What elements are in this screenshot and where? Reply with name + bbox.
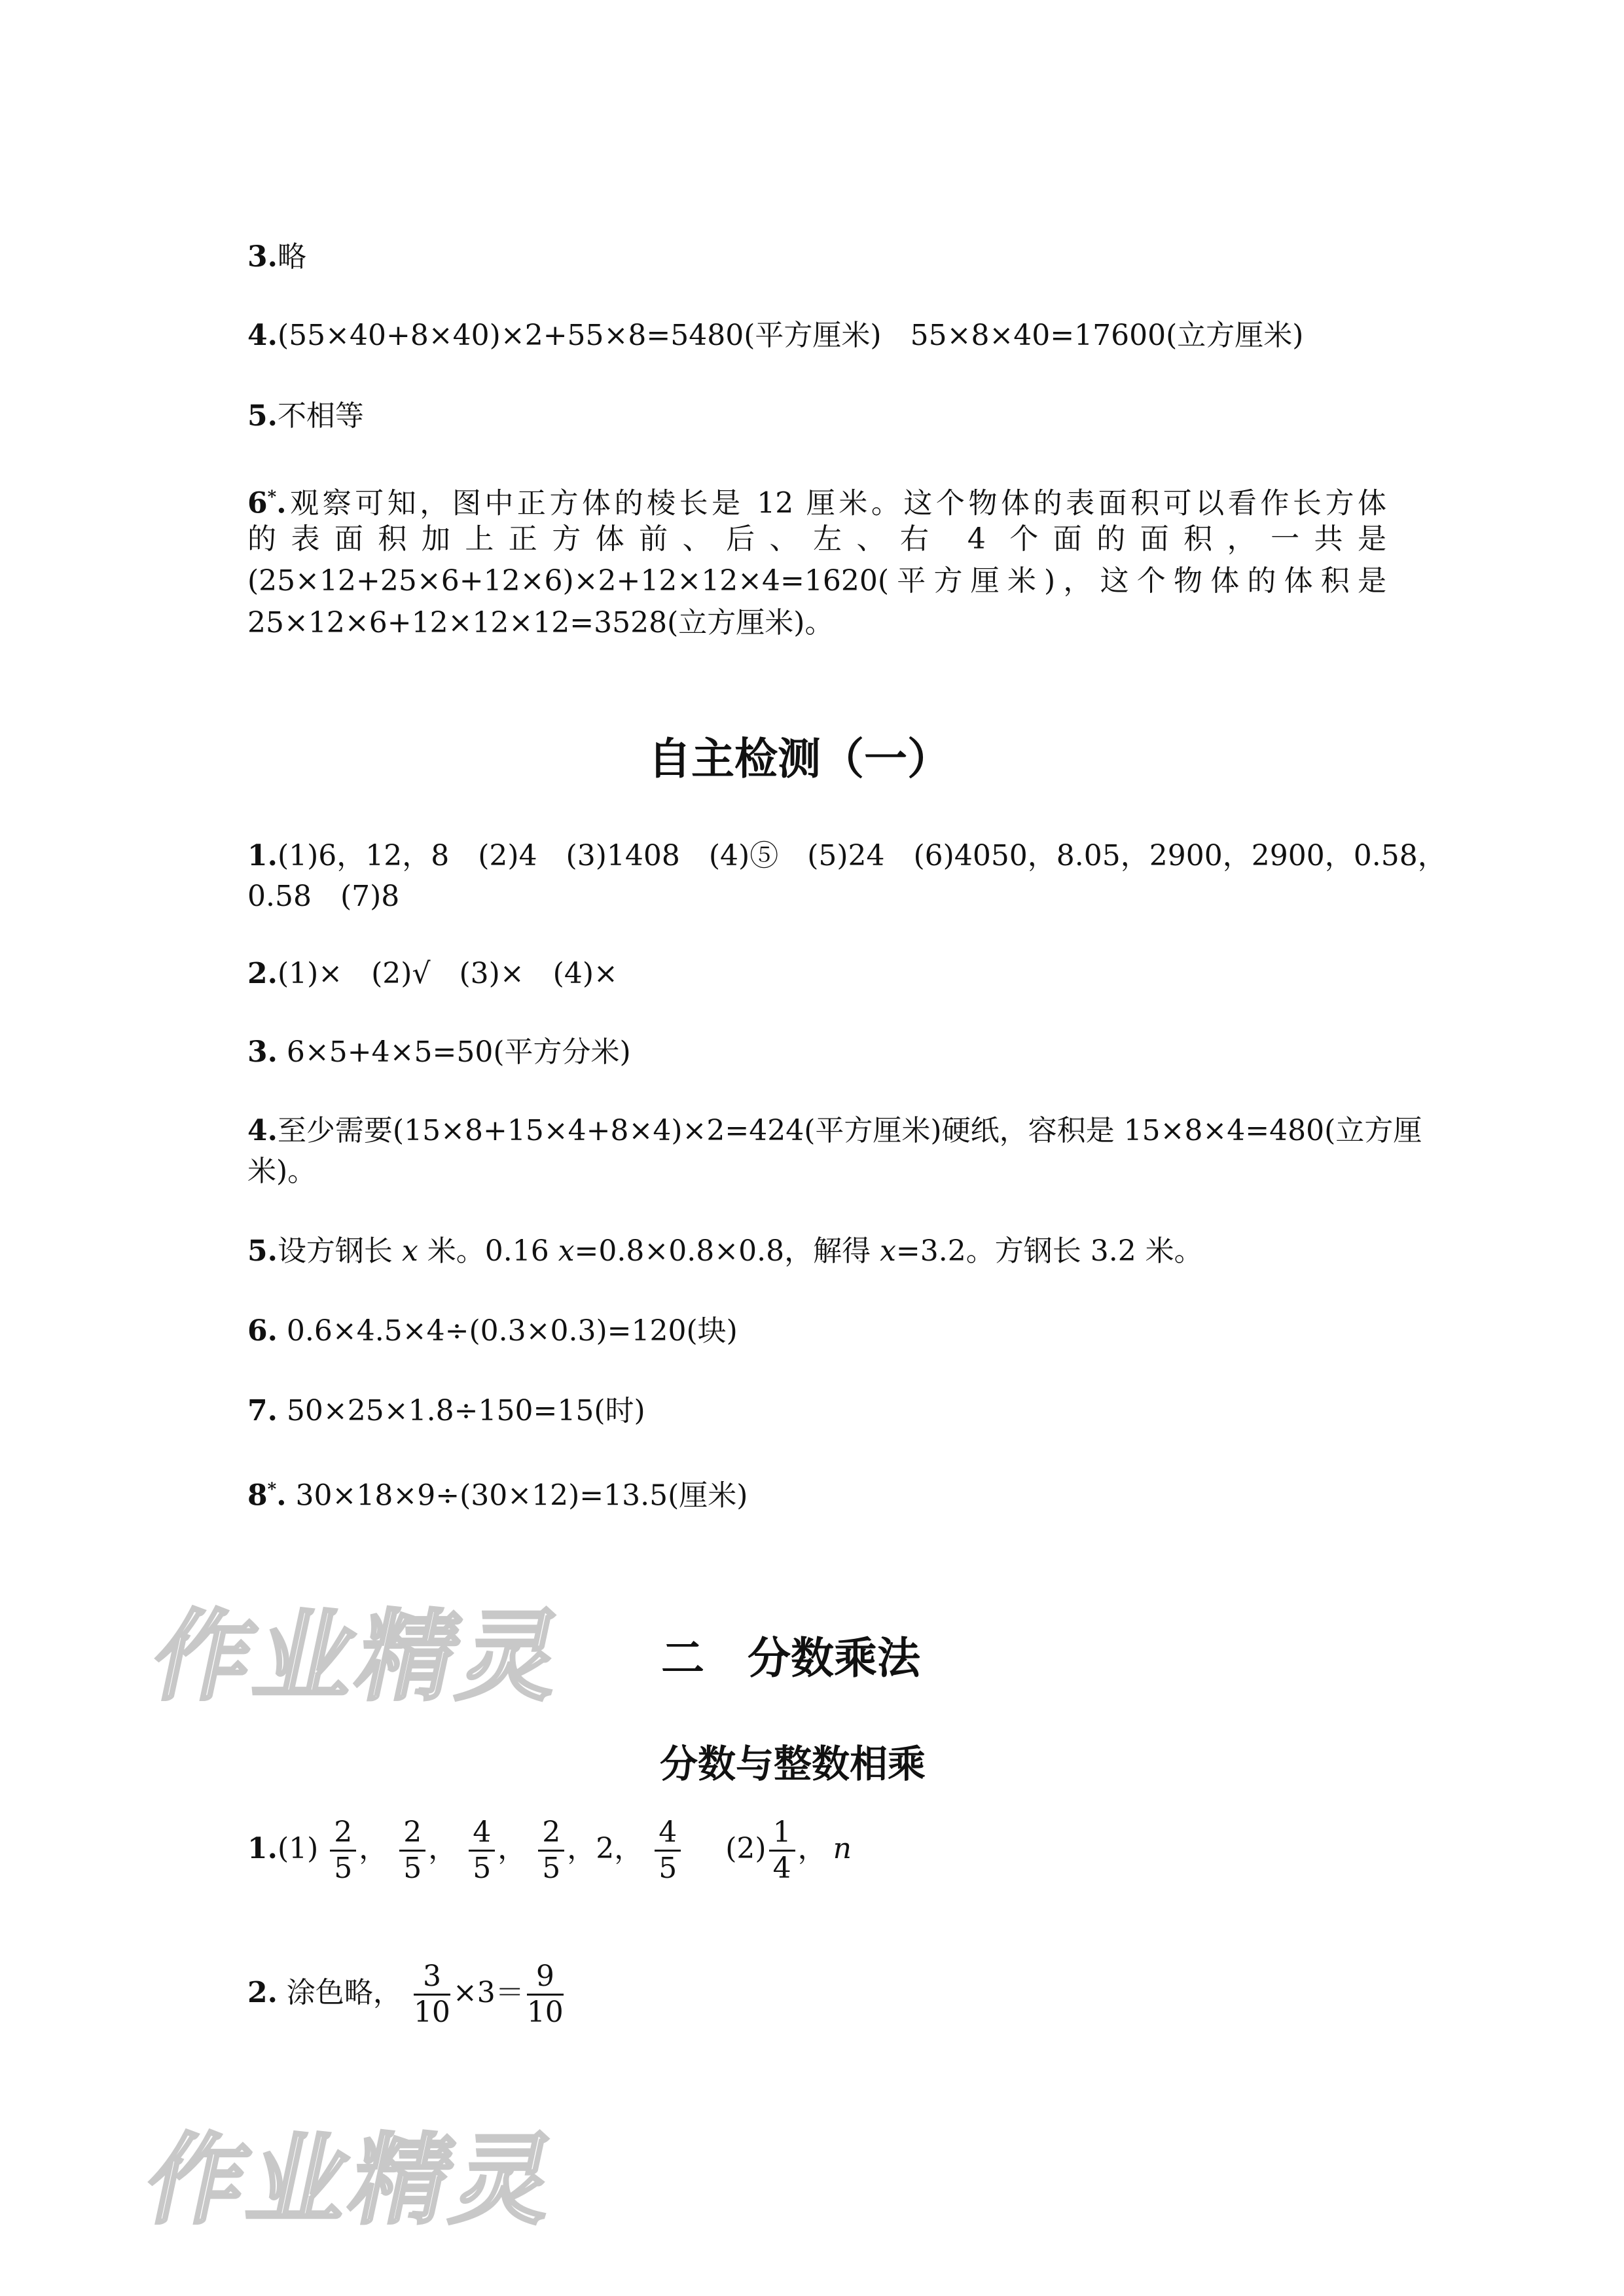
answer-number: 6. — [247, 1314, 278, 1348]
test-answer-8 — [247, 1470, 748, 1516]
test-answer-5 — [247, 1232, 1203, 1271]
answer-text: 设方钢长 — [277, 1234, 402, 1268]
answer-text: 不相等 — [277, 399, 364, 433]
answer-text: 0.6×4.5×4÷(0.3×0.3)=120(块) — [277, 1314, 738, 1348]
answer-3 — [247, 238, 306, 277]
numerator: 1 — [769, 1816, 795, 1852]
answer-text: 略 — [277, 240, 306, 274]
answer-dot: . — [276, 1479, 287, 1513]
answer-4 — [247, 316, 1303, 355]
answer-text: =3.2。方钢长 3.2 米。 — [895, 1234, 1203, 1268]
answer-6-line2: 的表面积加上正方体前、后、左、右 4 个面的面积，一共是 — [247, 522, 1386, 556]
fraction — [527, 1960, 564, 2030]
answer-dot: . — [276, 486, 287, 520]
answer-6-line4: 25×12×6+12×12×12=3528(立方厘米)。 — [247, 606, 834, 639]
answer-text: 观察可知，图中正方体的棱长是 12 厘米。这个物体的表面积可以看作长方体 — [286, 486, 1386, 520]
star-mark: * — [267, 488, 277, 507]
fraction — [769, 1816, 795, 1886]
fraction — [414, 1960, 450, 2030]
numerator: 2 — [538, 1816, 564, 1852]
test-answer-1-line2: 0.58 (7)8 — [247, 880, 400, 913]
numerator: 4 — [655, 1816, 681, 1852]
chapter-title-fraction-multiplication: 二 分数乘法 — [661, 1633, 920, 1683]
test-answer-6 — [247, 1312, 738, 1351]
answer-5 — [247, 397, 364, 436]
separator: ， — [359, 1832, 388, 1865]
denominator: 5 — [334, 1852, 353, 1885]
separator: ， — [614, 1832, 643, 1865]
denominator: 4 — [772, 1852, 791, 1885]
test-answer-4-line2: 米)。 — [247, 1155, 317, 1188]
test-answer-2 — [247, 954, 618, 994]
equation-operator: ×3＝ — [452, 1976, 524, 2009]
fraction — [469, 1816, 495, 1886]
fraction — [538, 1816, 564, 1886]
answer-number: 2. — [247, 957, 278, 990]
watermark-2: 作业精灵 — [136, 2124, 569, 2238]
integer-value: 2 — [596, 1832, 615, 1865]
denominator: 5 — [473, 1852, 492, 1885]
fraction — [330, 1816, 356, 1886]
separator: ， — [428, 1832, 458, 1865]
fraction — [655, 1816, 681, 1886]
answer-text: (1)6，12，8 (2)4 (3)1408 (4)⑤ (5)24 (6)4050，8.05，2900，2900，0.58， — [277, 839, 1447, 872]
numerator: 2 — [399, 1816, 425, 1852]
answer-text: 涂色略， — [277, 1976, 402, 2009]
variable-n: n — [833, 1832, 852, 1865]
denominator: 5 — [542, 1852, 561, 1885]
answer-number: 4. — [247, 319, 278, 352]
subsection-title: 分数与整数相乘 — [660, 1742, 926, 1786]
answer-text: =0.8×0.8×0.8，解得 — [574, 1234, 880, 1268]
numerator: 3 — [414, 1960, 450, 1996]
denominator: 5 — [659, 1852, 677, 1885]
answer-text: (1)× (2)√ (3)× (4)× — [277, 957, 618, 990]
answer-number: 2. — [247, 1976, 278, 2009]
answer-text: 至少需要(15×8+15×4+8×4)×2=424(平方厘米)硬纸，容积是 15×8×4=480(立方厘 — [277, 1114, 1422, 1147]
answer-number: 7. — [247, 1394, 278, 1427]
answer-text: (55×40+8×40)×2+55×8=5480(平方厘米) 55×8×40=17600(立方厘米) — [277, 319, 1304, 352]
numerator: 4 — [469, 1816, 495, 1852]
variable-x: x — [558, 1234, 575, 1268]
answer-number: 3. — [247, 240, 278, 274]
test-answer-7 — [247, 1391, 645, 1431]
separator: ， — [497, 1832, 527, 1865]
answer-text: 50×25×1.8÷150=15(时) — [277, 1394, 645, 1427]
answer-text: 米。0.16 — [418, 1234, 558, 1268]
denominator: 10 — [526, 1996, 564, 2029]
section-title-self-test: 自主检测（一） — [648, 734, 950, 784]
part-label: (2) — [725, 1832, 767, 1865]
answer-number: 5. — [247, 399, 278, 433]
watermark-1: 作业精灵 — [143, 1600, 576, 1714]
test-answer-1-line1 — [247, 836, 1447, 876]
answer-number: 8 — [247, 1479, 268, 1513]
denominator: 10 — [413, 1996, 450, 2029]
variable-x: x — [401, 1234, 418, 1268]
variable-x: x — [880, 1234, 896, 1268]
fraction-answer-2 — [247, 1957, 566, 2030]
answer-number: 5. — [247, 1234, 278, 1268]
fraction-answer-1 — [247, 1813, 852, 1886]
answer-number: 4. — [247, 1114, 278, 1147]
star-mark: * — [267, 1480, 277, 1499]
test-answer-4-line1 — [247, 1111, 1422, 1151]
separator: ， — [797, 1832, 827, 1865]
answer-6-line3: (25×12+25×6+12×6)×2+12×12×4=1620(平方厘米)，这个物体的体积是 — [247, 564, 1386, 598]
separator: ， — [567, 1832, 596, 1865]
test-answer-3 — [247, 1033, 631, 1072]
answer-number: 3. — [247, 1035, 278, 1069]
answer-text: 6×5+4×5=50(平方分米) — [277, 1035, 631, 1069]
answer-6-line1 — [247, 478, 1386, 524]
numerator: 9 — [527, 1960, 564, 1996]
answer-number: 1. — [247, 1832, 278, 1865]
answer-text: 30×18×9÷(30×12)=13.5(厘米) — [286, 1479, 748, 1513]
fraction — [399, 1816, 425, 1886]
denominator: 5 — [403, 1852, 422, 1885]
answer-number: 6 — [247, 486, 268, 520]
answer-number: 1. — [247, 839, 278, 872]
part-label: (1) — [277, 1832, 319, 1865]
numerator: 2 — [330, 1816, 356, 1852]
